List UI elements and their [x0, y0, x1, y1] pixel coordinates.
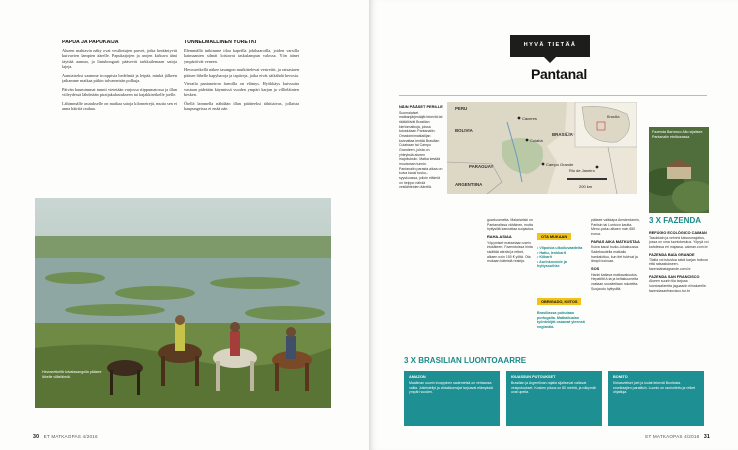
column-heading: TUNNELMALLINEN YÖRETKI: [184, 40, 257, 45]
photo-caption: Hevosretkellä tulvatasangolla pääsee lähelle villieläimiä.: [42, 370, 102, 379]
map-inset-label: Brasilia: [607, 115, 620, 119]
treasures-title: 3 X BRASILIAN LUONTOAARRE: [404, 356, 527, 365]
paragraph: Vierailu pantaneiron farmilla on elämys. Hyökkäys kuivuutta vastaan pidetään käynnissä vuoden ympäri karjan ja villieläinten kesken.: [184, 81, 299, 97]
page-title: Pantanal: [531, 66, 587, 82]
treasure-box-bonito: [608, 371, 704, 426]
tag-item: • Kiikarit: [537, 255, 552, 260]
tag-body: [537, 311, 587, 329]
folio-left: [33, 434, 98, 440]
paragraph: Alueen mahtavin näky ovat vesilintujen parvet, jotka kerääntyvät kuivuvien lampien äärelle. Papukaijojen ja arojen kirkuva ääni täyttää aamun, ja lintubongarit pääsevät tarkkailemaan satoja lajeja.: [62, 47, 177, 69]
packing-tag: [537, 225, 587, 269]
tag-heading: OTA MUKAAN: [537, 233, 571, 240]
column-1: [62, 40, 177, 190]
right-page: [369, 0, 738, 450]
column-2: [184, 40, 299, 190]
folio-label: ET MATKAOPAS 4/2016: [43, 434, 98, 439]
paragraph: Aamiaiseksi saamme trooppisia hedelmiä ja leipää, minkä jälkeen jatkamme matkaa pitkin tulvametsän polkuja.: [62, 72, 177, 83]
language-tag: [537, 290, 587, 329]
folio-right: [645, 434, 710, 440]
column-heading: PAPUA JA PAPUKAIJA: [62, 40, 119, 45]
info-heading: PARAS AIKA MATKUSTAA: [591, 238, 640, 244]
info-heading: NÄIN PÄÄSET PERILLE: [399, 104, 443, 109]
fazenda-photo: [649, 127, 709, 213]
treasure-text: Kirkasvetiset joet ja luolat tekevät Bonitosta snorklaajien paratiisin. Luonto on rauhoitettu ja retket ohjattuja.: [613, 381, 696, 395]
page-number: 31: [703, 434, 710, 440]
treasure-text: Brasilian ja Argentiinan rajalla sijaitsevat valtavat vesiputoukset. Kosken pituus on 80 metriä, ja näkymät ovat upeita.: [511, 381, 596, 395]
info-text: Suomalaiset matkanjärjestäjät tekevät tai räätälöivät Brasilian kiertomatkoja, joissa tutustutaan Pantanaliin. Omatoimimatkailijan kannattaa lentää Brasilian Cuiabaan tai Campo Grandeen, joista on yhteyksiä alueen majoituksiin. Matka kestää muutaman tunnin. Pantanalin parasta aikaa on kuiva kausi touko–syyskuussa, jolloin eläimiä on helppo nähdä vesilähteiden äärellä.: [399, 110, 443, 190]
map-label-bolivia: BOLIVIA: [455, 128, 473, 133]
info-heading: SOS: [591, 265, 600, 271]
info-text: guarkuumetta. Malariariski on Pantanalissa vähäinen, mutta hyttysiltä kannattaa suojautua.: [487, 218, 535, 232]
fazenda-name: FAZENDA SAN FRANCISCO: [649, 274, 700, 279]
treasure-title: IGUASSUN PUTOUKSET: [511, 375, 556, 379]
map-label-peru: PERU: [455, 106, 468, 111]
fazenda-text: Tilalla voi tutustua sekä karjan hoitoon että ratsastukseen. fazendabaiagrande.com.br: [649, 257, 709, 271]
fazenda-list: [649, 228, 709, 293]
map-label-brazil: BRASILIA: [552, 132, 573, 137]
map-label-cuiaba: Cuiabá: [530, 138, 543, 143]
fazenda-section-title: 3 X FAZENDA: [649, 216, 702, 225]
tag-item: • Aurinkovoide ja hyttyssuihke: [537, 259, 567, 269]
paragraph: Ötellä lammella nähdään illan päätteeksi tähtitaivas, jollaista kaupungeissa ei enää näe.: [184, 100, 299, 111]
tag-item: Brasiliassa puhutaan portugalia. Matkailualan työntekijät osaavat yleensä englantia.: [537, 311, 585, 329]
fazenda-photo-caption: Fazenda Barranco Alto sijaitsee Pantanalin eteläosassa.: [652, 130, 703, 139]
region-map: [447, 102, 637, 194]
map-label-argentina: ARGENTIINA: [455, 182, 483, 187]
tag-heading: OBRIGADO, KIITOS: [537, 298, 581, 305]
map-label-campo-grande: Campo Grande: [546, 162, 574, 167]
section-banner: HYVÄ TIETÄÄ: [510, 35, 590, 57]
paragraph: Hevosretkellä näkee tasangon mutkittelevat vesireitit, ja ratsastaen pääsee lähelle kapybaroja ja tapiireja, jotka eivät säikähdä hevosia.: [184, 67, 299, 78]
page-number: 30: [33, 434, 40, 440]
map-scale: 200 km: [579, 184, 593, 189]
tag-item: • Vilpoisia ulkoiluvaatteita: [537, 246, 583, 250]
fazenda-name: REFÚGIO ECOLÓGICO CAIMAN: [649, 231, 707, 235]
folio-label: ET MATKAOPAS 4/2016: [645, 434, 700, 439]
paragraph: Illemmällä tutkimme tilaa kapeilla jokihaaroilla, joiden varsilla kaimaanien silmät loistavat taskulampun valossa. Yön äänet ympäröivät veneen.: [184, 47, 299, 64]
treasure-text: Maailman suurin trooppinen sademetsä on vertaansa vailla. Jokiristeilyt ja viidakkomajat tarjoavat elämyksiä ympäri vuoden.: [409, 381, 493, 395]
info-column-c: [487, 218, 535, 348]
treasure-title: BONITO: [613, 375, 628, 379]
info-column-a: [399, 102, 444, 350]
fazenda-name: FAZENDA BAÍA GRANDE: [649, 252, 695, 257]
paragraph: Päivän kuumimmat tunnit vietetään varjossa riippumatossa ja illan viileydessä lähdetään piraijakalastukseen tai kajakkiretkelle joelle.: [62, 86, 177, 97]
info-column-b: [591, 218, 641, 348]
map-label-paraguay: PARAGUAY: [469, 164, 494, 169]
paragraph: Lähimmälle asutukselle on matkaa satoja kilometrejä, mutta sen ei anna häiritä rauhaa.: [62, 100, 177, 111]
fazenda-text: Tasokkain ja vehreä luksusmajoitus, jossa on oma luontokeskus. Yöpyä voi kahdessa eri majassa. caiman.com.br: [649, 235, 709, 250]
tag-body: [537, 246, 587, 269]
info-text: pääsee vaikkapa Amsterdamin, Pariisin tai Lontoon kautta. Meno-paluu alkaen noin 650 euroa.: [591, 218, 640, 236]
treasure-title: AMAZON: [409, 375, 426, 379]
map-label-rio: Rio de Janeiro: [569, 168, 595, 173]
treasure-box-amazon: [404, 371, 500, 426]
info-heading: RAHA-ASIAA: [487, 233, 512, 239]
info-text: Kuiva kausi touko–lokakuussa. Sadekaudella matkailu hankaloituu, kun tiet tulvivat ja lämpö kohoaa.: [591, 245, 639, 264]
info-text: Yöpymiset maksetaan usein etukäteen. Fazendoissa hinta sisältää ateriat ja retket, alkaen noin 150 € yöltä. Ota mukaan käteistä realeja.: [487, 240, 533, 264]
fazenda-text: Alueen suurin tila tarjoaa luontosafareita jaguaarin elinalueelle. fazendasanfrancisco.tur.br: [649, 279, 707, 293]
info-text: Hanki kattava matkavakuutus. Hepatiitti A:ta ja keltakuumetta vastaan suositellaan rokotetta. Suojaudu hyttysiltä.: [591, 272, 639, 291]
treasure-box-iguassu: [506, 371, 602, 426]
tag-item: • Hattu, lenkkarit: [537, 250, 566, 255]
map-label-caceres: Cáceres: [522, 116, 537, 121]
divider: [399, 95, 707, 96]
